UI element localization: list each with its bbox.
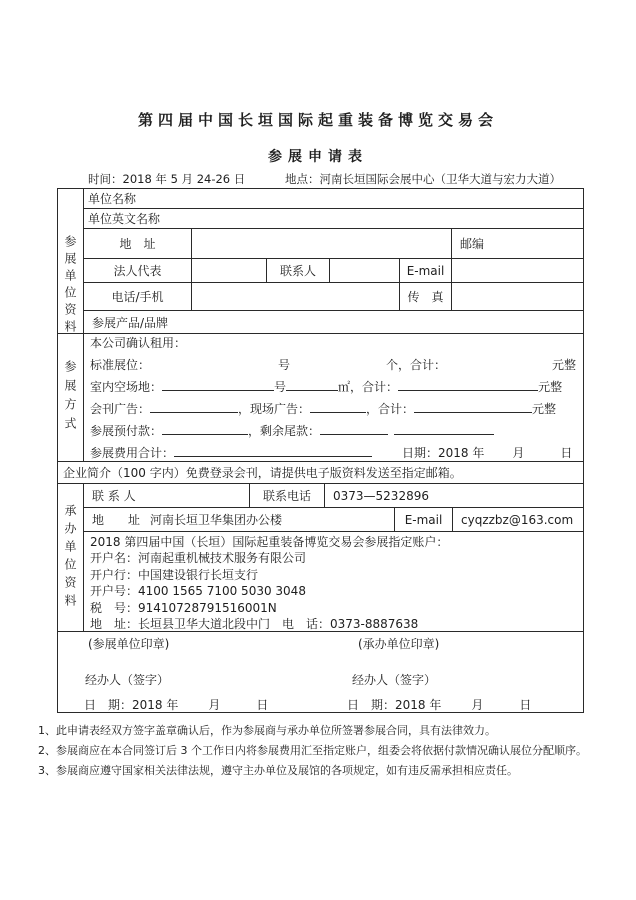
- fax-label: 传 真: [400, 283, 452, 310]
- organizer-phone: 0373—5232896: [333, 488, 429, 503]
- signature-section: [58, 632, 583, 712]
- participation-section-body: [84, 334, 583, 461]
- total-fee-label: 参展费用合计：: [90, 446, 175, 460]
- phone-row: [84, 283, 583, 311]
- fill-blank: [320, 422, 388, 435]
- event-info: [88, 171, 588, 187]
- fill-blank: [174, 444, 372, 457]
- organizer-signer-label: 经办人（签字）: [352, 673, 437, 687]
- fill-blank: [446, 356, 552, 369]
- event-time: 时间：2018 年 5 月 24-26 日: [88, 172, 246, 186]
- exhibitor-signer-label: 经办人（签字）: [85, 673, 170, 687]
- company-name-label: 单位名称: [88, 192, 137, 206]
- company-name-en-row: [84, 209, 583, 229]
- footnote: 1、此申请表经双方签字盖章确认后，作为参展商与承办单位所签署参展合同，具有法律效力。: [38, 724, 496, 737]
- footnote: 2、参展商应在本合同签订后 3 个工作日内将参展费用汇至指定账户，组委会将依据付款情况确认展位分配顺序。: [38, 744, 587, 757]
- fill-blank: [162, 422, 248, 435]
- total-line: [90, 444, 572, 460]
- bank-address-phone: 地 址：长垣县卫华大道北段中门 电 话：0373-8887638: [90, 616, 419, 631]
- tax-number: 税 号：91410728791516001N: [90, 600, 277, 615]
- document-subtitle: 参展申请表: [268, 149, 368, 165]
- organizer-section-label: 承办单位资料: [63, 503, 77, 612]
- fill-blank: [162, 378, 274, 391]
- standard-booth-number-unit: 号: [278, 358, 291, 372]
- participation-section-label: 参展方式: [63, 359, 77, 436]
- company-intro-row: 企业简介（100 字内）免费登录会刊，请提供电子版资料发送至指定邮箱。: [58, 462, 583, 484]
- fill-blank: [394, 422, 494, 435]
- organizer-address: 河南长垣卫华集团办公楼: [150, 513, 283, 527]
- bank-account-heading: 2018 第四届中国（长垣）国际起重装备博览交易会参展指定账户：: [90, 535, 449, 549]
- prepayment-label: 参展预付款：: [90, 424, 163, 438]
- balance-label: ，剩余尾款：: [248, 424, 321, 438]
- application-form-table: [57, 188, 584, 713]
- organizer-phone-label: 联系电话: [250, 484, 325, 507]
- exhibitor-section-label: 参展单位资料: [63, 235, 77, 337]
- fill-blank: [310, 400, 366, 413]
- fill-blank: [286, 378, 338, 391]
- fill-blank: [150, 400, 238, 413]
- fill-blank: [150, 356, 278, 369]
- organizer-email: cyqzzbz@163.com: [461, 512, 574, 527]
- bank-account-block: [84, 532, 448, 631]
- address-label: 地 址: [84, 229, 192, 258]
- legal-rep-label: 法人代表: [84, 259, 192, 282]
- standard-booth-label: 标准展位：: [90, 358, 151, 372]
- fill-blank: [414, 400, 532, 413]
- products-row: [84, 311, 583, 333]
- advertising-total-unit: 元整: [532, 402, 557, 416]
- advertising-line: [90, 400, 556, 416]
- phone-value-blank: [192, 283, 400, 310]
- address-value-blank: [192, 229, 452, 258]
- contact-label: 联系人: [267, 259, 330, 282]
- organizer-email-label: E-mail: [395, 508, 453, 531]
- legal-rep-row: [84, 259, 583, 283]
- legal-rep-value-blank: [192, 259, 267, 282]
- organizer-section: [58, 484, 583, 632]
- organizer-address-cell: [84, 508, 395, 531]
- indoor-space-number-unit: 号: [274, 380, 287, 394]
- fax-value-blank: [452, 283, 583, 310]
- indoor-space-label: 室内空场地：: [90, 380, 163, 394]
- bank-account-name: 开户名：河南起重机械技术服务有限公司: [90, 551, 307, 566]
- exhibitor-date-label: 日 期：2018 年: [84, 698, 179, 712]
- standard-booth-line: [90, 356, 576, 372]
- organizer-date-day: 日: [519, 698, 532, 712]
- fill-blank: [290, 356, 386, 369]
- total-date-label: 日期：2018 年: [402, 446, 485, 460]
- email-value-blank: [452, 259, 583, 282]
- indoor-space-line: [90, 378, 562, 394]
- organizer-address-row: [84, 508, 583, 532]
- participation-section-label-cell: [58, 334, 84, 461]
- exhibitor-date-line: [84, 696, 268, 713]
- document-title: 第四届中国长垣国际起重装备博览交易会: [137, 111, 498, 129]
- exhibitor-section-label-cell: [58, 189, 84, 337]
- organizer-section-label-cell: [58, 484, 84, 631]
- postcode-label: 邮编: [460, 237, 485, 251]
- footnote: 3、参展商应遵守国家相关法律法规，遵守主办单位及展馆的各项规定，如有违反需承担相应责任。: [38, 764, 518, 777]
- standard-booth-total-unit: 元整: [552, 358, 577, 372]
- footnotes: [38, 721, 628, 781]
- indoor-space-total-unit: 元整: [538, 380, 563, 394]
- organizer-date-label: 日 期：2018 年: [347, 698, 442, 712]
- phone-label: 电话/手机: [84, 283, 192, 310]
- fill-blank: [398, 378, 538, 391]
- participation-intro: 本公司确认租用：: [90, 336, 187, 350]
- bank-name: 开户行：中国建设银行长垣支行: [90, 567, 259, 582]
- exhibitor-date-day: 日: [256, 698, 269, 712]
- bank-account-number: 开户号：4100 1565 7100 5030 3048: [90, 584, 306, 599]
- organizer-section-body: [84, 484, 583, 631]
- exhibitor-date-month: 月: [208, 698, 221, 712]
- organizer-date-month: 月: [471, 698, 484, 712]
- organizer-seal-label: (承办单位印章): [358, 637, 440, 651]
- exhibitor-seal-label: (参展单位印章): [88, 637, 170, 651]
- bank-account-row: [84, 532, 583, 631]
- organizer-contact-label: 联 系 人: [84, 484, 250, 507]
- organizer-date-line: [347, 696, 531, 713]
- participation-section: [58, 334, 583, 462]
- organizer-contact-row: [84, 484, 583, 508]
- products-label: 参展产品/品牌: [92, 315, 169, 330]
- organizer-address-label: 地 址: [92, 513, 141, 527]
- total-date-month: 月: [512, 446, 525, 460]
- exhibitor-section: [58, 189, 583, 337]
- company-name-en-label: 单位英文名称: [88, 212, 161, 226]
- company-name-row: [84, 189, 583, 209]
- event-location: 地点：河南长垣国际会展中心（卫华大道与宏力大道）: [285, 172, 561, 186]
- advertising-label: 会刊广告：: [90, 402, 151, 416]
- indoor-space-area-unit: ㎡: [338, 380, 351, 394]
- indoor-space-total-label: ，合计：: [350, 380, 399, 394]
- exhibitor-section-body: [84, 189, 583, 333]
- onsite-advertising-label: ，现场广告：: [238, 402, 311, 416]
- advertising-total-label: ，合计：: [366, 402, 415, 416]
- total-date-day: 日: [560, 446, 573, 460]
- standard-booth-count-unit: 个，合计：: [386, 358, 447, 372]
- email-label: E-mail: [400, 259, 452, 282]
- payment-line: [90, 422, 494, 438]
- contact-value-blank: [330, 259, 400, 282]
- address-row: [84, 229, 583, 259]
